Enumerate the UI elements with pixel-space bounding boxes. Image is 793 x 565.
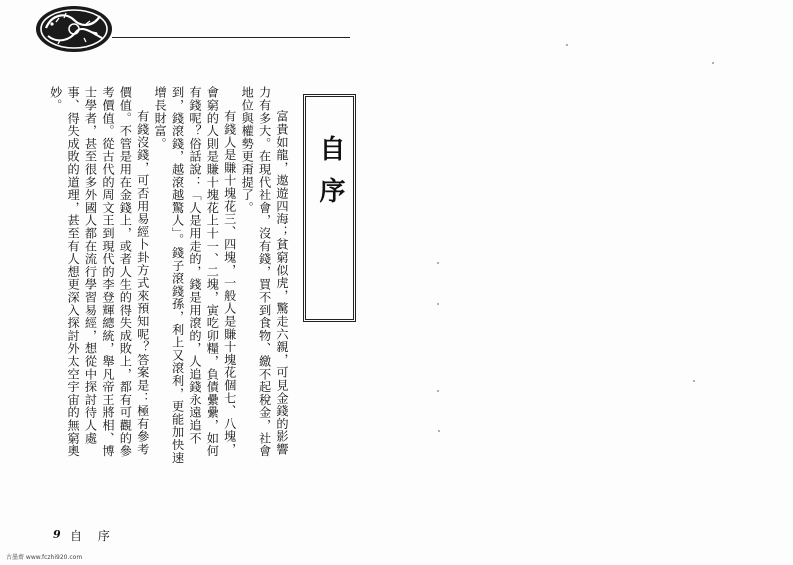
dragon-medallion-icon bbox=[34, 4, 114, 54]
page-number: 9 bbox=[53, 528, 61, 541]
chapter-title-box bbox=[303, 94, 356, 322]
preface-body bbox=[48, 86, 290, 468]
header-rule bbox=[112, 37, 350, 38]
running-title: 自 序 bbox=[70, 529, 116, 543]
preface-paragraph: 有錢人是賺十塊花三、四塊，一般人是賺十塊花個七、八塊，會窮的人則是賺十塊花上十一、二塊，寅吃卯糧，負債纍纍，如何有錢呢？俗話說：「人是用走的，錢是用滾的，人追錢永遠追不到，錢滾錢，越滾越驚人」。錢子滾錢孫，利上又滾利，更能加快速增長財富。 bbox=[153, 86, 237, 464]
preface-paragraph: 富貴如龍，遨遊四海；貧窮似虎，驚走六親，可見金錢的影響力有多大。在現代社會，沒有錢，買不到食物、繳不起稅金，社會地位與權勢更甭提了。 bbox=[240, 86, 289, 458]
scan-speck bbox=[437, 390, 439, 392]
scan-speck bbox=[437, 303, 439, 305]
chapter-title: 自序 bbox=[315, 135, 345, 219]
scan-speck bbox=[437, 262, 439, 264]
scan-speck bbox=[566, 44, 568, 46]
scan-speck bbox=[693, 380, 695, 382]
scan-speck bbox=[712, 62, 714, 64]
watermark: 古墨齋 www.fczhi920.com bbox=[6, 554, 83, 561]
preface-paragraph: 有錢沒錢，可否用易經卜卦方式來預知呢？答案是：極有參考價值。不管是用在金錢上，或者人生的得失成敗上，都有可觀的參考價值。從古代的周文王到現代的李登輝總統，舉凡帝王將相、博士學者，甚至很多外國人都在流行學習易經，想從中探討待人處事、得失成敗的道理，甚至有人想更深入探討外太空宇宙的無窮奧妙。 bbox=[48, 86, 150, 458]
scan-speck bbox=[438, 430, 440, 432]
